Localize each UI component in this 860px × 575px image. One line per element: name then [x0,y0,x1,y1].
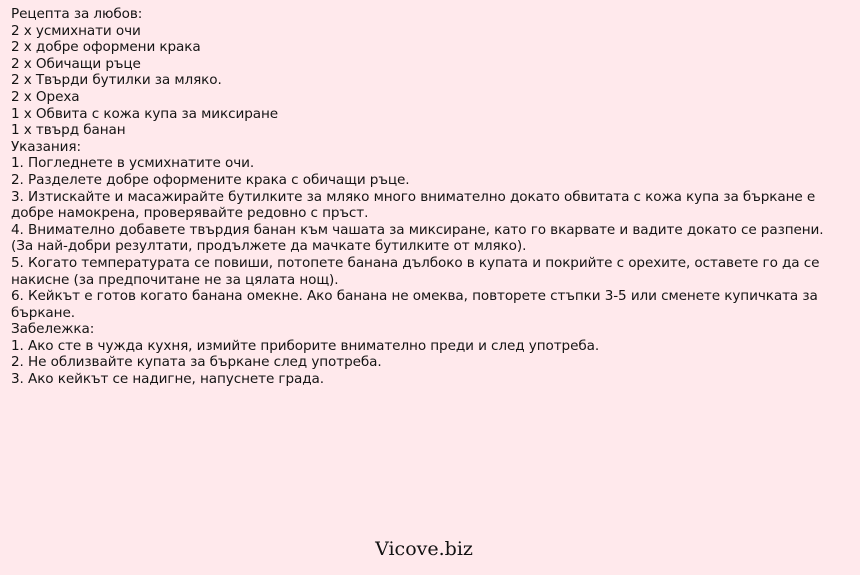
instruction-step: 4. Внимателно добавете твърдия банан към чашата за миксиране, като го вкарвате и вадите докато се разпени. [11,221,824,238]
ingredient-item: 2 х усмихнати очи [11,22,141,39]
recipe-text [11,6,856,388]
site-watermark [0,538,860,560]
notes-heading: Забележка: [11,321,95,338]
note-item: 1. Ако сте в чужда кухня, измийте приборите внимателно преди и след употреба. [11,337,600,354]
instructions-heading: Указания: [11,138,81,155]
ingredient-item: 1 х Обвита с кожа купа за миксиране [11,105,279,122]
ingredient-item: 2 х Твърди бутилки за мляко. [11,72,222,89]
ingredient-item: 2 х добре оформени крака [11,39,201,56]
ingredient-item: 2 х Ореха [11,88,80,105]
site-name: Vicove.biz [375,538,473,560]
note-item: 3. Ако кейкът се надигне, напуснете града. [11,371,324,388]
ingredient-item: 2 х Обичащи ръце [11,55,141,72]
recipe-heading: Рецепта за любов: [11,6,143,22]
instruction-step: 1. Погледнете в усмихнатите очи. [11,155,255,172]
instruction-step: 3. Изтискайте и масажирайте бутилките за мляко много внимателно докато обвитата с кожа купа за бъркане е добре намокрена, проверявайте редовно с пръст. [11,188,820,222]
note-item: 2. Не облизвайте купата за бъркане след употреба. [11,354,382,371]
ingredient-item: 1 х твърд банан [11,122,126,139]
instruction-step: 6. Кейкът е готов когато банана омекне. Ако банана не омеква, повторете стъпки 3-5 или сменете купичката за бъркане. [11,288,822,321]
instruction-step: 2. Разделете добре оформените крака с обичащи ръце. [11,171,410,188]
instruction-step: (За най-добри резултати, продължете да мачкате бутилките от мляко). [11,238,527,255]
instruction-step: 5. Когато температурата се повиши, потопете банана дълбоко в купата и покрийте с орехите, оставете го да се накисне (за предпочитане не за цялата нощ). [11,254,824,288]
